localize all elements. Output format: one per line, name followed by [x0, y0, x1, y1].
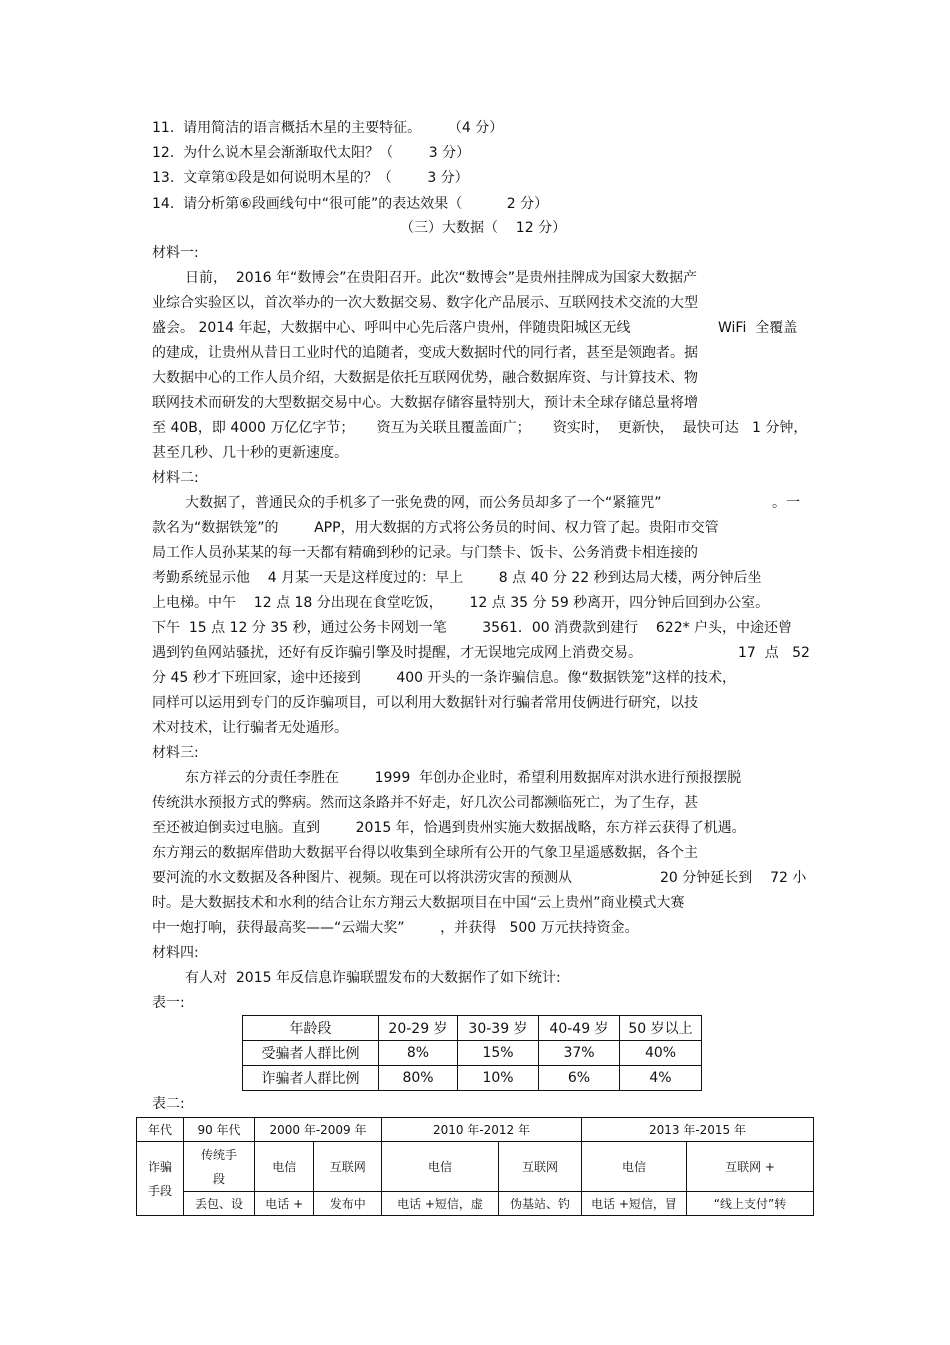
table-row — [137, 1192, 814, 1216]
material1-line: 联网技术而研发的大型数据交易中心。大数据存储容量特别大，预计未全球存储总量将增 — [152, 395, 698, 411]
table-row — [243, 1066, 702, 1091]
table-row — [243, 1016, 702, 1041]
material1-line-tail: WiFi 全覆盖 — [718, 320, 798, 336]
fraud-methods-table — [136, 1117, 814, 1216]
table1-label: 表一: — [152, 995, 185, 1011]
material2-line: 下午 15 点 12 分 35 秒，通过公务卡网划一笔 3561．00 消费款到建行 622* 户头，中途还曾 — [152, 620, 793, 636]
table-cell: 伪基站、钓 — [499, 1192, 582, 1216]
table-cell: 受骗者人群比例 — [243, 1041, 379, 1066]
table-cell: 6% — [539, 1066, 620, 1091]
material2-line: 分 45 秒才下班回家，途中还接到 400 开头的一条诈骗信息。像“数据铁笼”这样的技术， — [152, 670, 736, 686]
table-cell: “线上支付”转 — [687, 1192, 814, 1216]
table-header-cell: 30-39 岁 — [458, 1016, 539, 1041]
table-cell: 互联网 + — [687, 1142, 814, 1192]
table-header-cell: 20-29 岁 — [379, 1016, 458, 1041]
material3-line: 东方翔云的数据库借助大数据平台得以收集到全球所有公开的气象卫星遥感数据，各个主 — [152, 845, 698, 861]
material1-line: 业综合实验区以，首次举办的一次大数据交易、数字化产品展示、互联网技术交流的大型 — [152, 295, 698, 311]
material3-line: 要河流的水文数据及各种图片、视频。现在可以将洪涝灾害的预测从 — [152, 870, 572, 886]
material2-line: 上电梯。中午 12 点 18 分出现在食堂吃饭， 12 点 35 分 59 秒离开，四分钟后回到办公室。 — [152, 595, 770, 611]
table-header-cell: 40-49 岁 — [539, 1016, 620, 1041]
material1-line: 盛会。 2014 年起，大数据中心、呼叫中心先后落户贵州，伴随贵阳城区无线 — [152, 320, 631, 336]
material2-line: 大数据了，普通民众的手机多了一张免费的网，而公务员却多了一个“紧箍咒” — [185, 495, 662, 511]
material2-line: 局工作人员孙某某的每一天都有精确到秒的记录。与门禁卡、饭卡、公务消费卡相连接的 — [152, 545, 698, 561]
table-header-cell: 2010 年-2012 年 — [382, 1118, 582, 1142]
table-header-cell: 2013 年-2015 年 — [582, 1118, 814, 1142]
question-13: 13. 文章第①段是如何说明木星的？（ 3 分） — [152, 170, 469, 186]
table-header-cell: 年龄段 — [243, 1016, 379, 1041]
material2-line: 同样可以运用到专门的反诈骗项目，可以利用大数据针对行骗者常用伎俩进行研究，以技 — [152, 695, 698, 711]
material3-line: 中一炮打响，获得最高奖——“云端大奖” ，并获得 500 万元扶持资金。 — [152, 920, 639, 936]
material3-line-tail: 20 分钟延长到 72 小 — [660, 870, 807, 886]
question-11: 11. 请用简洁的语言概括木星的主要特征。 （4 分） — [152, 120, 504, 136]
table-cell: 10% — [458, 1066, 539, 1091]
material1-line: 大数据中心的工作人员介绍，大数据是依托互联网优势，融合数据库资、与计算技术、物 — [152, 370, 698, 386]
age-ratio-table — [242, 1015, 702, 1091]
table-cell: 诈骗者人群比例 — [243, 1066, 379, 1091]
table-cell: 电话 + — [255, 1192, 314, 1216]
material2-line: 术对技术，让行骗者无处遁形。 — [152, 720, 348, 736]
table-cell: 40% — [620, 1041, 702, 1066]
material4-intro: 有人对 2015 年反信息诈骗联盟发布的大数据作了如下统计: — [185, 970, 561, 986]
material3-label: 材料三: — [152, 745, 199, 761]
table-header-cell: 50 岁以上 — [620, 1016, 702, 1041]
table-cell: 互联网 — [314, 1142, 382, 1192]
question-12: 12. 为什么说木星会渐渐取代太阳？（ 3 分） — [152, 145, 471, 161]
table2-label: 表二: — [152, 1096, 185, 1112]
material4-label: 材料四: — [152, 945, 199, 961]
table-cell: 37% — [539, 1041, 620, 1066]
table-cell: 电信 — [255, 1142, 314, 1192]
material2-line: 考勤系统显示他 4 月某一天是这样度过的：早上 8 点 40 分 22 秒到达局大楼，两分钟后坐 — [152, 570, 762, 586]
table-cell: 电信 — [382, 1142, 499, 1192]
question-14: 14. 请分析第⑥段画线句中“很可能”的表达效果（ 2 分） — [152, 196, 549, 212]
material2-line: 款名为“数据铁笼”的 APP，用大数据的方式将公务员的时间、权力管了起。贵阳市交管 — [152, 520, 719, 536]
material2-line-tail: 。一 — [772, 495, 800, 511]
table-cell: 80% — [379, 1066, 458, 1091]
table-cell: 电信 — [582, 1142, 687, 1192]
section-title: （三）大数据（ 12 分） — [400, 220, 567, 236]
material1-label: 材料一: — [152, 245, 199, 261]
table-cell: 4% — [620, 1066, 702, 1091]
table-cell: 8% — [379, 1041, 458, 1066]
table-row — [137, 1142, 814, 1192]
table-row — [137, 1118, 814, 1142]
material3-line: 传统洪水预报方式的弊病。然而这条路并不好走，好几次公司都濒临死亡，为了生存，甚 — [152, 795, 698, 811]
material2-label: 材料二: — [152, 470, 199, 486]
table-header-cell: 90 年代 — [184, 1118, 255, 1142]
table-header-cell: 年代 — [137, 1118, 184, 1142]
material3-line: 至还被迫倒卖过电脑。直到 2015 年，恰遇到贵州实施大数据战略，东方祥云获得了机遇。 — [152, 820, 746, 836]
table-cell: 发布中 — [314, 1192, 382, 1216]
table-cell: 传统手 段 — [184, 1142, 255, 1192]
material1-line: 至 40B，即 4000 万亿亿字节； 资互为关联且覆盖面广； 资实时， 更新快， 最快可达 1 分钟， — [152, 420, 808, 436]
table-row-label: 诈骗 手段 — [137, 1142, 184, 1216]
table-header-cell: 2000 年-2009 年 — [255, 1118, 382, 1142]
material1-line: 甚至几秒、几十秒的更新速度。 — [152, 445, 348, 461]
material2-line-tail: 17 点 52 — [738, 645, 810, 661]
table-cell: 15% — [458, 1041, 539, 1066]
table-cell: 电话 +短信，冒 — [582, 1192, 687, 1216]
table-cell: 丢包、设 — [184, 1192, 255, 1216]
material3-line: 时。是大数据技术和水利的结合让东方翔云大数据项目在中国“云上贵州”商业模式大赛 — [152, 895, 685, 911]
table-cell: 电话 +短信，虚 — [382, 1192, 499, 1216]
material2-line: 遇到钓鱼网站骚扰，还好有反诈骗引擎及时提醒，才无误地完成网上消费交易。 — [152, 645, 642, 661]
table-cell: 互联网 — [499, 1142, 582, 1192]
material3-line: 东方祥云的分责任李胜在 1999 年创办企业时，希望利用数据库对洪水进行预报摆脱 — [185, 770, 742, 786]
material1-line: 的建成，让贵州从昔日工业时代的追随者，变成大数据时代的同行者，甚至是领跑者。据 — [152, 345, 698, 361]
material1-line: 日前， 2016 年“数博会”在贵阳召开。此次“数博会”是贵州挂牌成为国家大数据产 — [185, 270, 697, 286]
table-row — [243, 1041, 702, 1066]
